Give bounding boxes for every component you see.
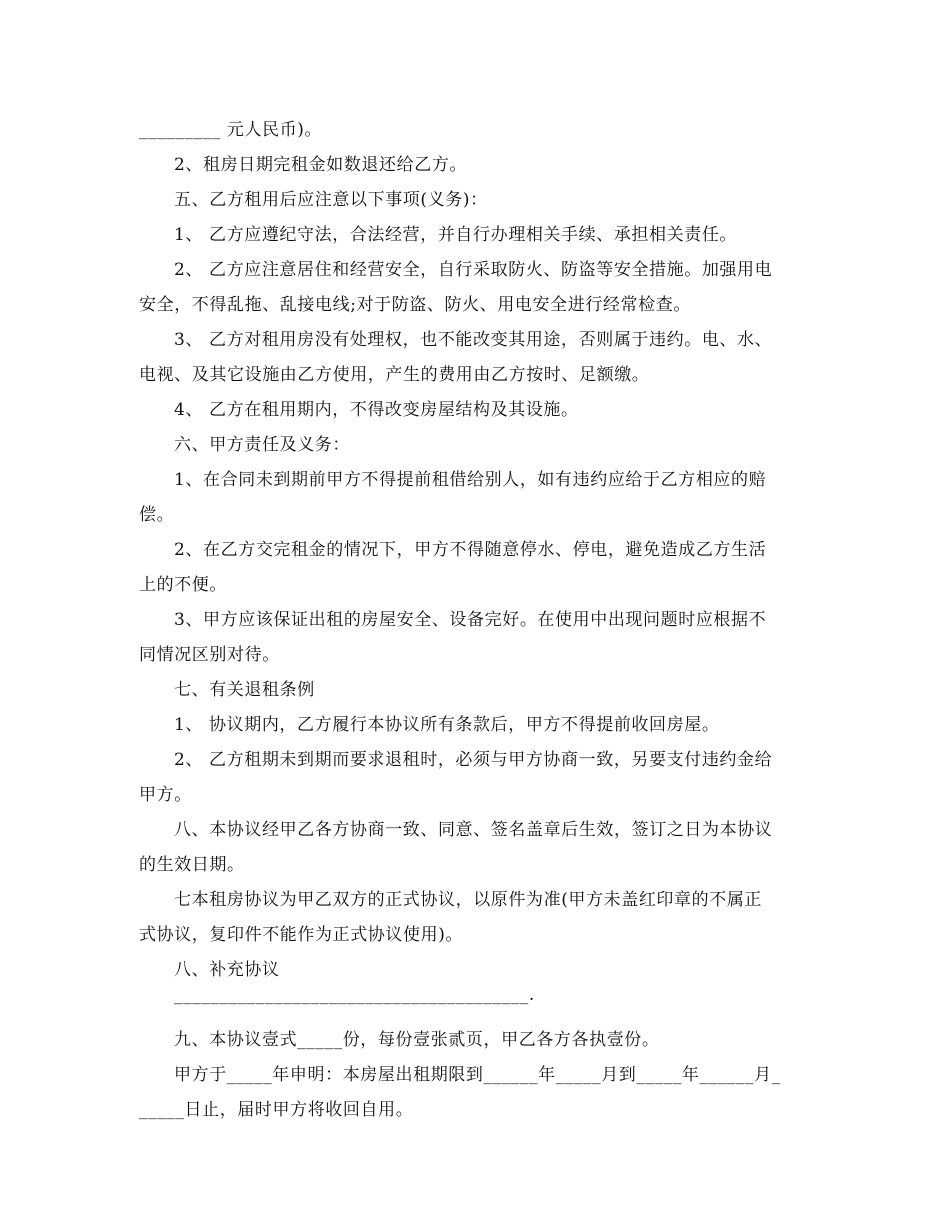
text-line: _____日止，届时甲方将收回自用。	[139, 1100, 414, 1120]
text-line: 甲方。	[139, 785, 192, 805]
text-line: 电视、及其它设施由乙方使用，产生的费用由乙方按时、足额缴。	[139, 365, 650, 385]
section-heading: 八、本协议经甲乙各方协商一致、同意、签名盖章后生效，签订之日为本协议	[174, 820, 773, 840]
text-line: 的生效日期。	[139, 855, 245, 875]
section-heading: 九、本协议壹式_____份，每份壹张贰页，甲乙各方各执壹份。	[174, 1030, 660, 1050]
section-heading: 八、补充协议	[174, 960, 280, 980]
text-line: 3、甲方应该保证出租的房屋安全、设备完好。在使用中出现问题时应根据不	[174, 610, 767, 630]
text-line: _________ 元人民币)。	[139, 120, 323, 140]
section-heading: 五、乙方租用后应注意以下事项(义务)：	[174, 190, 488, 210]
text-line: 1、 乙方应遵纪守法，合法经营，并自行办理相关手续、承担相关责任。	[174, 225, 738, 245]
text-line: 甲方于_____年申明：本房屋出租期限到______年_____月到_____年______月_	[174, 1065, 781, 1085]
text-line: 2、 乙方应注意居住和经营安全，自行采取防火、防盗等安全措施。加强用电	[174, 260, 773, 280]
section-heading: 七、有关退租条例	[174, 680, 315, 700]
text-line: 2、租房日期完租金如数退还给乙方。	[174, 155, 468, 175]
text-line: 七本租房协议为甲乙双方的正式协议，以原件为准(甲方未盖红印章的不属正	[174, 890, 763, 910]
text-line: 1、 协议期内，乙方履行本协议所有条款后，甲方不得提前收回房屋。	[174, 715, 720, 735]
signature-blank-line: _______________________________________.	[174, 985, 535, 1005]
text-line: 偿。	[139, 505, 175, 525]
text-line: 上的不便。	[139, 575, 227, 595]
text-line: 2、 乙方租期未到期而要求退租时，必须与甲方协商一致，另要支付违约金给	[174, 750, 773, 770]
text-line: 2、在乙方交完租金的情况下，甲方不得随意停水、停电，避免造成乙方生活	[174, 540, 767, 560]
text-line: 同情况区别对待。	[139, 645, 280, 665]
text-line: 4、 乙方在租用期内，不得改变房屋结构及其设施。	[174, 400, 579, 420]
text-line: 式协议，复印件不能作为正式协议使用)。	[139, 925, 464, 945]
text-line: 3、 乙方对租用房没有处理权，也不能改变其用途，否则属于违约。电、水、	[174, 330, 773, 350]
text-line: 安全，不得乱拖、乱接电线;对于防盗、防火、用电安全进行经常检查。	[139, 295, 691, 315]
section-heading: 六、甲方责任及义务：	[174, 435, 350, 455]
text-line: 1、在合同未到期前甲方不得提前租借给别人，如有违约应给于乙方相应的赔	[174, 470, 767, 490]
